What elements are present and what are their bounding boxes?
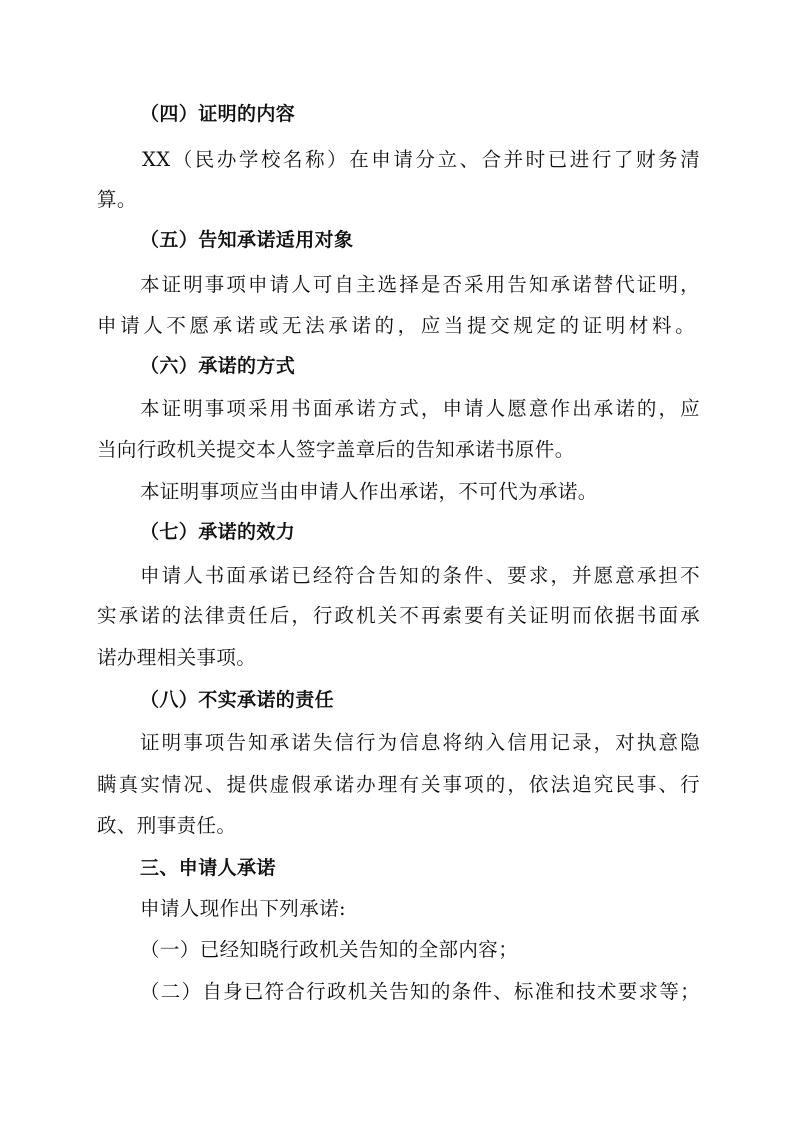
paragraph-line: （二）自身已符合行政机关告知的条件、标准和技术要求等； bbox=[140, 980, 700, 1003]
paragraph-line: 政、刑事责任。 bbox=[97, 814, 237, 837]
paragraph-line: 算。 bbox=[97, 188, 137, 211]
paragraph-line: 申请人现作出下列承诺: bbox=[140, 897, 346, 920]
section-heading: （七）承诺的效力 bbox=[140, 521, 296, 543]
paragraph-line: 实承诺的法律责任后，行政机关不再索要有关证明而依据书面承 bbox=[97, 604, 700, 627]
paragraph-line: 本证明事项采用书面承诺方式，申请人愿意作出承诺的，应 bbox=[140, 397, 700, 420]
paragraph-line: 瞒真实情况、提供虚假承诺办理有关事项的，依法追究民事、行 bbox=[97, 773, 700, 796]
paragraph-line: XX（民办学校名称）在申请分立、合并时已进行了财务清 bbox=[142, 148, 700, 171]
paragraph-line: （一）已经知晓行政机关告知的全部内容； bbox=[140, 938, 519, 961]
section-heading: 三、申请人承诺 bbox=[140, 857, 276, 879]
paragraph-line: 本证明事项申请人可自主选择是否采用告知承诺替代证明， bbox=[140, 273, 700, 296]
section-heading: （六）承诺的方式 bbox=[140, 355, 296, 377]
paragraph-line: 申请人不愿承诺或无法承诺的，应当提交规定的证明材料。 bbox=[97, 314, 695, 337]
paragraph-line: 诺办理相关事项。 bbox=[97, 646, 257, 669]
paragraph-line: 申请人书面承诺已经符合告知的条件、要求，并愿意承担不 bbox=[140, 564, 700, 587]
paragraph-line: 当向行政机关提交本人签字盖章后的告知承诺书原件。 bbox=[97, 438, 575, 461]
section-heading: （四）证明的内容 bbox=[140, 103, 296, 125]
section-heading: （五）告知承诺适用对象 bbox=[140, 229, 354, 251]
section-heading: （八）不实承诺的责任 bbox=[140, 689, 335, 711]
paragraph-line: 证明事项告知承诺失信行为信息将纳入信用记录，对执意隐 bbox=[140, 731, 700, 754]
paragraph-line: 本证明事项应当由申请人作出承诺，不可代为承诺。 bbox=[140, 480, 598, 503]
